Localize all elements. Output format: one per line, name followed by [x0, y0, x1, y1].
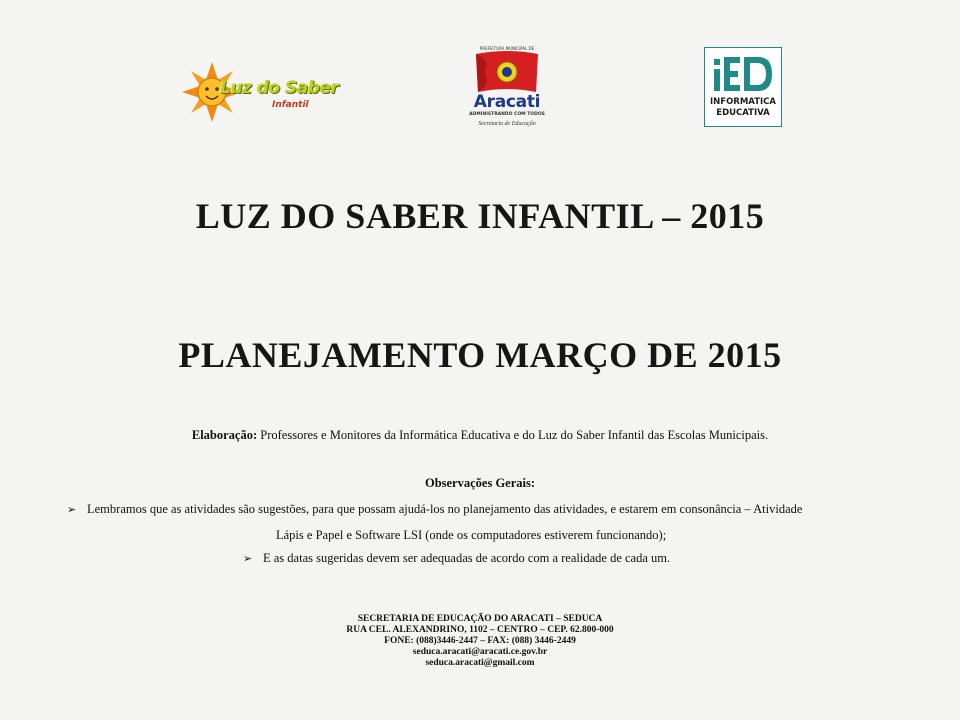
ied-monogram-icon	[704, 49, 782, 99]
aracati-logo-tagline: ADMINISTRANDO COM TODOS	[469, 112, 545, 117]
footer-line-2: RUA CEL. ALEXANDRINO, 1102 – CENTRO – CEP. 62.800-000	[346, 625, 614, 635]
footer-line-1: SECRETARIA DE EDUCAÇÃO DO ARACATI – SEDUCA	[357, 614, 603, 624]
main-title: LUZ DO SABER INFANTIL – 2015	[195, 196, 765, 236]
luz-logo-text: Luz do Saber	[220, 78, 339, 98]
aracati-logo-name: Aracati	[473, 92, 541, 112]
ied-logo	[704, 47, 784, 129]
luz-do-saber-logo	[180, 60, 339, 124]
aracati-logo-top: PREFEITURA MUNICIPAL DE	[479, 46, 535, 51]
ied-logo-line1: INFORMATICA	[709, 97, 776, 107]
footer-email-1: seduca.aracati@aracati.ce.gov.br	[412, 647, 548, 657]
footer-line-3: FONE: (088)3446-2447 – FAX: (088) 3446-2449	[384, 636, 576, 646]
subtitle: PLANEJAMENTO MARÇO DE 2015	[178, 335, 782, 375]
observacoes-title: Observações Gerais:	[424, 476, 536, 490]
footer-email-2: seduca.aracati@gmail.com	[425, 658, 535, 668]
flag-icon	[462, 48, 552, 98]
arrow-bullet-icon: ➢	[243, 553, 253, 565]
footer-address	[0, 614, 960, 669]
observacao-item-1-text: Lembramos que as atividades são sugestões, para que possam ajudá-los no planejamento das atividades, e estarem em consonância – Atividade	[87, 502, 803, 516]
ied-logo-line2: EDUCATIVA	[716, 108, 770, 118]
aracati-logo-secretaria: Secretaria de Educação	[478, 121, 536, 127]
observacao-item-2	[243, 551, 670, 566]
elaboracao-line	[0, 428, 960, 443]
arrow-bullet-icon: ➢	[67, 504, 77, 516]
observacao-item-1	[67, 502, 802, 517]
aracati-logo	[462, 44, 552, 134]
observacao-item-1-continuation: Lápis e Papel e Software LSI (onde os computadores estiverem funcionando);	[276, 528, 667, 542]
elaboracao-label: Elaboração:	[191, 428, 258, 442]
luz-logo-subtext: Infantil	[272, 100, 309, 110]
observacao-item-2-text: E as datas sugeridas devem ser adequadas de acordo com a realidade de cada um.	[263, 551, 671, 565]
elaboracao-text: Professores e Monitores da Informática Educativa e do Luz do Saber Infantil das Escolas Municipais.	[257, 428, 769, 442]
